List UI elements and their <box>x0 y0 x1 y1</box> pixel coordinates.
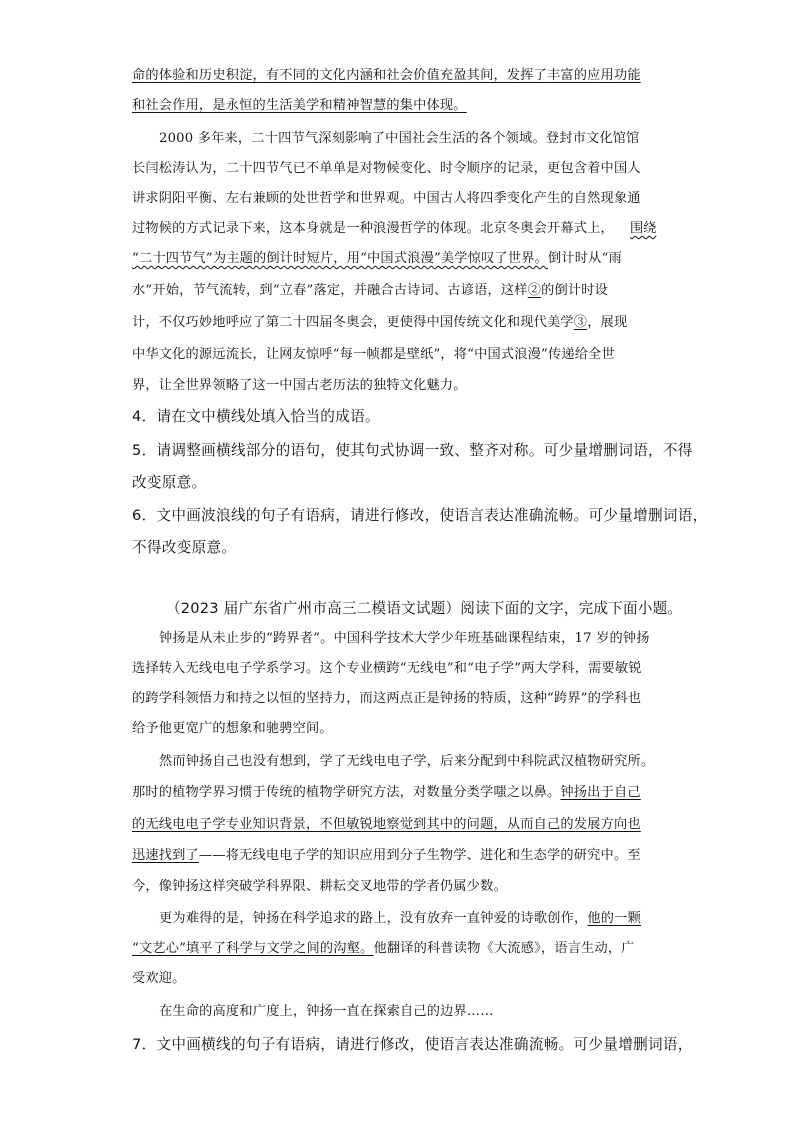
passage-text: 那时的植物学界习惯于传统的植物学研究方法，对数量分类学嗤之以鼻。 <box>132 785 561 800</box>
passage-line: 长闫松涛认为，二十四节气已不单单是对物候变化、时令顺序的记录，更包含着中国人 <box>132 161 641 176</box>
underlined-text: 钟扬出于自己 <box>560 785 641 800</box>
underlined-text: 和社会作用，是永恒的生活美学和精神智慧的集中体现。 <box>132 98 467 113</box>
question-4: 4．请在文中横线处填入恰当的成语。 <box>132 408 380 425</box>
passage-line: 中华文化的源远流长，让网友惊呼“每一帧都是壁纸”，将“中国式浪漫”传递给全世 <box>132 347 615 362</box>
passage-line <box>132 313 662 333</box>
passage-text: 水”开始，节气流转，到“立春”落定，并融合古诗词、古谚语，这样 <box>132 283 528 298</box>
passage-text: 倒计时从“雨 <box>548 251 622 266</box>
passage-line <box>132 815 662 835</box>
passage-line: 讲求阴阳平衡、左右兼顾的处世哲学和世界观。中国古人将四季变化产生的自然现象通 <box>132 191 641 206</box>
underlined-text: 他的一颗 <box>587 911 641 926</box>
passage-line <box>132 846 662 866</box>
question-7: 7．文中画横线的句子有语病，请进行修改，使语言表达准确流畅。可少量增删词语， <box>132 1036 693 1053</box>
passage-line: 钟扬是从未止步的“跨界者”。中国科学技术大学少年班基础课程结束，17 岁的钟扬 <box>159 631 650 646</box>
passage-line: 在生命的高度和广度上，钟扬一直在探索自己的边界…… <box>159 1004 494 1019</box>
passage-line: 然而钟扬自己也没有想到，学了无线电电子学，后来分配到中科院武汉植物研究所。 <box>159 754 655 769</box>
passage-line <box>132 96 662 116</box>
passage-line: 受欢迎。 <box>132 971 186 986</box>
wavy-underlined-text: 围绕 <box>630 221 657 236</box>
question-6-cont: 不得改变原意。 <box>132 539 237 556</box>
passage-line <box>132 249 662 269</box>
underlined-text: 迅速找到了 <box>132 848 199 863</box>
passage-line: 2000 多年来，二十四节气深刻影响了中国社会生活的各个领域。登封市文化馆馆 <box>159 131 640 146</box>
question-5-cont: 改变原意。 <box>132 474 207 491</box>
passage-text: 更为难得的是，钟扬在科学追求的路上，没有放弃一直钟爱的诗歌创作， <box>159 911 588 926</box>
passage-text: 的倒计时设 <box>541 283 609 298</box>
underlined-text: “文艺心”填平了科学与文学之间的沟壑。 <box>132 941 374 956</box>
blank-number-3: ③ <box>573 315 588 330</box>
passage-line: 今，像钟扬这样突破学科界限、耕耘交叉地带的学者仍属少数。 <box>132 879 507 894</box>
passage-text: ，展现 <box>587 315 628 330</box>
passage-line <box>159 909 689 929</box>
underlined-text: 的无线电电子学专业知识背景，不但敏锐地察觉到其中的问题，从而自己的发展方向也 <box>132 817 641 832</box>
passage-line: 的跨学科领悟力和持之以恒的坚持力，而这两点正是钟扬的特质，这种“跨界”的学科也 <box>132 691 642 706</box>
wavy-underlined-text: “二十四节气”为主题的倒计时短片，用“中国式浪漫”美学惊叹了世界。 <box>132 251 549 266</box>
passage-line <box>132 939 662 959</box>
passage-line: 选择转入无线电电子学系学习。这个专业横跨“无线电”和“电子学”两大学科，需要敏锐 <box>132 661 642 676</box>
passage-text: 他翻译的科普读物《大流感》，语言生动，广 <box>373 941 635 956</box>
section-intro: （2023 届广东省广州市高三二模语文试题）阅读下面的文字，完成下面小题。 <box>166 600 683 617</box>
passage-line: 过物候的方式记录下来，这本身就是一种浪漫哲学的体现。北京冬奥会开幕式上， <box>132 221 614 236</box>
passage-line: 给予他更宽广的想象和驰骋空间。 <box>132 721 333 736</box>
passage-line <box>132 783 662 803</box>
passage-line: 界，让全世界领略了这一中国古老历法的独特文化魅力。 <box>132 378 467 393</box>
question-5: 5．请调整画横线部分的语句，使其句式协调一致、整齐对称。可少量增删词语，不得 <box>132 442 693 459</box>
passage-line <box>132 281 662 301</box>
passage-text: ——将无线电电子学的知识应用到分子生物学、进化和生态学的研究中。至 <box>198 848 641 863</box>
passage-text: 计，不仅巧妙地呼应了第二十四届冬奥会，更使得中国传统文化和现代美学 <box>132 315 574 330</box>
underlined-text: 命的体验和历史积淀，有不同的文化内涵和社会价值充盈其间，发挥了丰富的应用功能 <box>132 68 641 83</box>
question-6: 6．文中画波浪线的句子有语病，请进行修改，使语言表达准确流畅。可少量增删词语， <box>132 507 708 524</box>
blank-number-2: ② <box>527 283 542 298</box>
passage-line <box>132 66 662 86</box>
